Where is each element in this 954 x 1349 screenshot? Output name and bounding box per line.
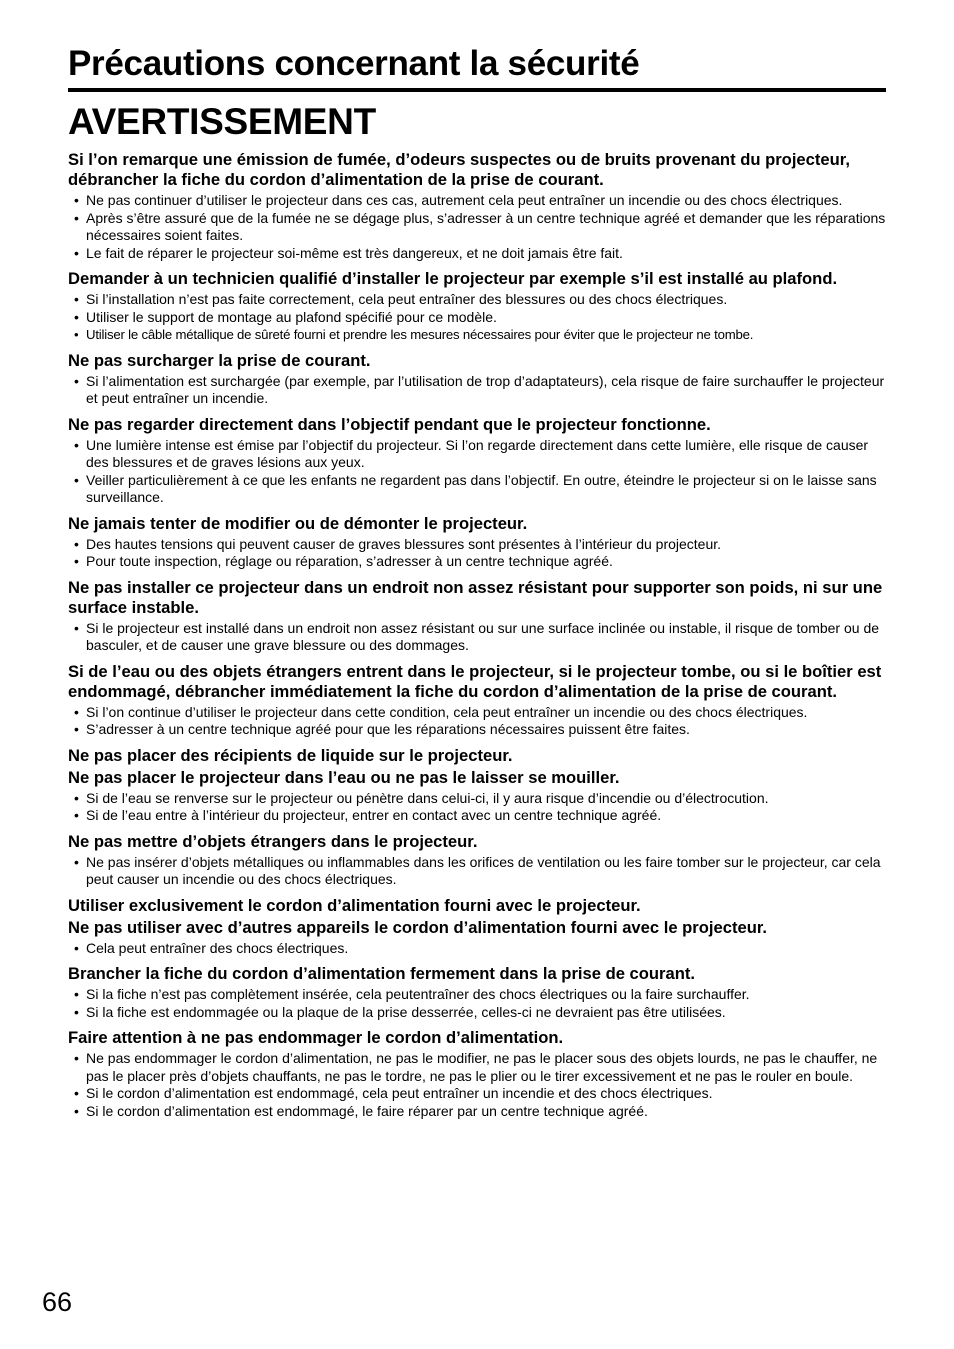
bullet-item: • Si de l’eau se renverse sur le projecteur ou pénètre dans celui-ci, il y aura risque d’incendie ou d’électrocution. [68, 790, 886, 808]
bullet-list [68, 940, 886, 958]
bullet-list [68, 854, 886, 889]
section-heading: Ne pas placer des récipients de liquide sur le projecteur. [68, 745, 513, 765]
bullet-item: • Ne pas endommager le cordon d’alimentation, ne pas le modifier, ne pas le placer sous des objets lourds, ne pas le chauffer, ne pas le placer près d’objets chauffants, ne pas le tordre, ne pas le plier ou le tirer excessivement et ne pas le rouler en boule. [68, 1050, 886, 1085]
page-number: 66 [42, 1287, 73, 1317]
warning-section [68, 662, 886, 739]
warning-section [68, 896, 886, 958]
warning-section [68, 746, 886, 825]
bullet-item: • Si l’on continue d’utiliser le projecteur dans cette condition, cela peut entraîner un incendie ou des chocs électriques. [68, 704, 886, 722]
bullet-list [68, 291, 886, 344]
section-heading: Ne pas regarder directement dans l’objectif pendant que le projecteur fonctionne. [68, 414, 711, 434]
warning-section [68, 1028, 886, 1120]
bullet-item: • Le fait de réparer le projecteur soi-même est très dangereux, et ne doit jamais être fait. [68, 245, 886, 263]
section-heading-secondary: Ne pas utiliser avec d’autres appareils le cordon d’alimentation fourni avec le projecteur. [68, 917, 768, 937]
bullet-list [68, 192, 886, 262]
bullet-item: • Cela peut entraîner des chocs électriques. [68, 940, 886, 958]
warning-section [68, 964, 886, 1021]
bullet-item: • Utiliser le câble métallique de sûreté fourni et prendre les mesures nécessaires pour éviter que le projecteur ne tombe. [68, 326, 886, 344]
bullet-item: • Si la fiche est endommagée ou la plaque de la prise desserrée, celles-ci ne devraient pas être utilisées. [68, 1004, 886, 1022]
warning-section [68, 832, 886, 889]
bullet-item: • Si le projecteur est installé dans un endroit non assez résistant ou sur une surface inclinée ou instable, il risque de tomber ou de basculer, et de causer une grave blessure ou des dommages. [68, 620, 886, 655]
section-heading-secondary: Ne pas placer le projecteur dans l’eau ou ne pas le laisser se mouiller. [68, 767, 620, 787]
bullet-item: • Utiliser le support de montage au plafond spécifié pour ce modèle. [68, 309, 886, 327]
bullet-item: • Des hautes tensions qui peuvent causer de graves blessures sont présentes à l’intérieur du projecteur. [68, 536, 886, 554]
section-heading: Brancher la fiche du cordon d’alimentation fermement dans la prise de courant. [68, 964, 696, 983]
section-heading: Si de l’eau ou des objets étrangers entrent dans le projecteur, si le projecteur tombe, ou si le boîtier est endommagé, débrancher immédiatement la fiche du cordon d’alimentation de la prise de courant. [68, 661, 882, 701]
section-heading: Ne pas mettre d’objets étrangers dans le projecteur. [68, 831, 478, 851]
warning-section [68, 514, 886, 571]
bullet-item: • Si le cordon d’alimentation est endommagé, cela peut entraîner un incendie et des chocs électriques. [68, 1085, 886, 1103]
bullet-list [68, 536, 886, 571]
bullet-list [68, 1050, 886, 1120]
page-title: Précautions concernant la sécurité [68, 42, 886, 92]
warning-heading: AVERTISSEMENT [68, 101, 376, 142]
bullet-list [68, 790, 886, 825]
bullet-item: • Ne pas continuer d’utiliser le projecteur dans ces cas, autrement cela peut entraîner un incendie ou des chocs électriques. [68, 192, 886, 210]
section-heading: Faire attention à ne pas endommager le cordon d’alimentation. [68, 1028, 564, 1047]
section-heading: Ne pas installer ce projecteur dans un endroit non assez résistant pour supporter son poids, ni sur une surface instable. [68, 577, 883, 617]
bullet-item: • Si de l’eau entre à l’intérieur du projecteur, entrer en contact avec un centre technique agréé. [68, 807, 886, 825]
bullet-list [68, 704, 886, 739]
bullet-item: • Une lumière intense est émise par l’objectif du projecteur. Si l’on regarde directement dans cette lumière, elle risque de causer des blessures et de graves lésions aux yeux. [68, 437, 886, 472]
bullet-item: • Pour toute inspection, réglage ou réparation, s’adresser à un centre technique agréé. [68, 553, 886, 571]
warning-section [68, 415, 886, 507]
bullet-list [68, 620, 886, 655]
warning-section [68, 578, 886, 655]
section-heading: Si l’on remarque une émission de fumée, d’odeurs suspectes ou de bruits provenant du projecteur, débrancher la fiche du cordon d’alimentation de la prise de courant. [68, 150, 850, 189]
bullet-list [68, 986, 886, 1021]
bullet-item: • Si la fiche n’est pas complètement insérée, cela peutentraîner des chocs électriques ou la faire surchauffer. [68, 986, 886, 1004]
bullet-item: • Si le cordon d’alimentation est endommagé, le faire réparer par un centre technique agréé. [68, 1103, 886, 1121]
bullet-item: • Ne pas insérer d’objets métalliques ou inflammables dans les orifices de ventilation ou les faire tomber sur le projecteur, car cela peut causer un incendie ou des chocs électriques. [68, 854, 886, 889]
bullet-item: • Après s’être assuré que de la fumée ne se dégage plus, s’adresser à un centre technique agréé et demander que les réparations nécessaires soient faites. [68, 210, 886, 245]
section-heading: Ne jamais tenter de modifier ou de démonter le projecteur. [68, 513, 528, 533]
section-heading: Demander à un technicien qualifié d’installer le projecteur par exemple s’il est installé au plafond. [68, 269, 838, 288]
bullet-item: • Veiller particulièrement à ce que les enfants ne regardent pas dans l’objectif. En outre, éteindre le projecteur si on le laisse sans surveillance. [68, 472, 886, 507]
warning-section [68, 351, 886, 408]
document-page [68, 42, 886, 1127]
warning-sections [68, 150, 886, 1120]
bullet-item: • S’adresser à un centre technique agréé pour que les réparations nécessaires puissent être faites. [68, 721, 886, 739]
bullet-list [68, 437, 886, 507]
bullet-item: • Si l’installation n’est pas faite correctement, cela peut entraîner des blessures ou des chocs électriques. [68, 291, 886, 309]
section-heading: Ne pas surcharger la prise de courant. [68, 350, 371, 370]
bullet-list [68, 373, 886, 408]
bullet-item: • Si l’alimentation est surchargée (par exemple, par l’utilisation de trop d’adaptateurs), cela risque de faire surchauffer le projecteur et peut entraîner un incendie. [68, 373, 886, 408]
warning-section [68, 150, 886, 262]
section-heading: Utiliser exclusivement le cordon d’alimentation fourni avec le projecteur. [68, 895, 641, 915]
warning-section [68, 269, 886, 344]
